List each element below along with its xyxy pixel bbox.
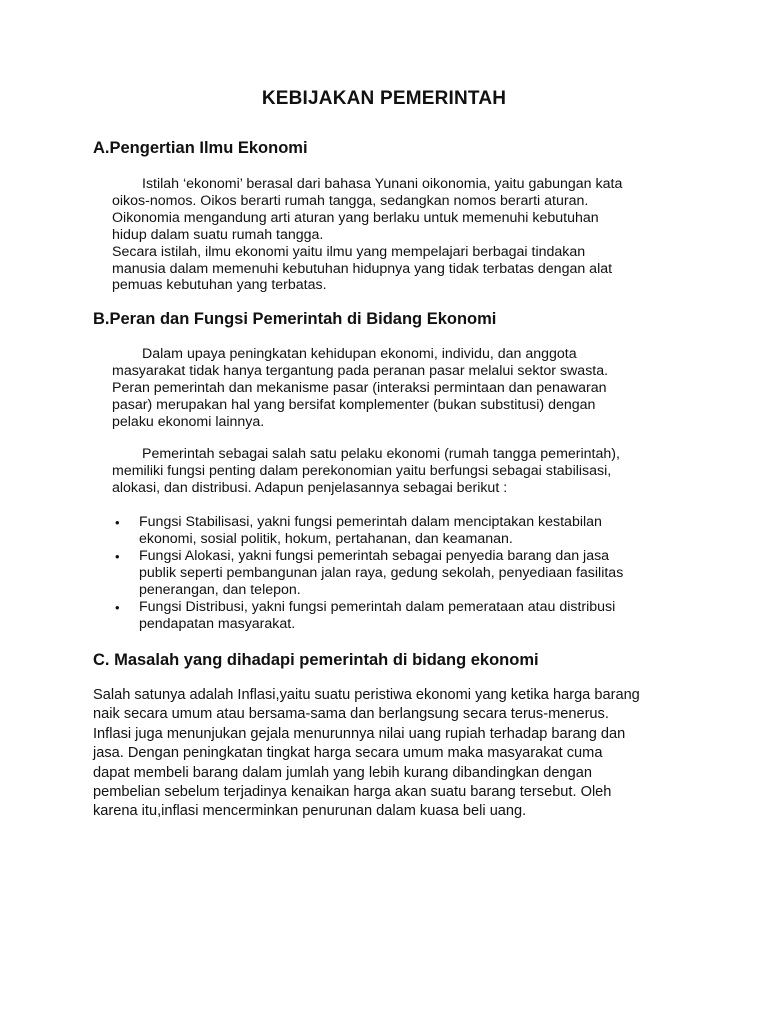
- paragraph-line: karena itu,inflasi mencerminkan penurunan dalam kuasa beli uang.: [93, 803, 527, 820]
- paragraph-line: dapat membeli barang dalam jumlah yang lebih kurang dibandingkan dengan: [93, 764, 592, 781]
- paragraph-line: memiliki fungsi penting dalam perekonomian yaitu berfungsi sebagai stabilisasi,: [112, 462, 612, 479]
- list-item-line: Fungsi Alokasi, yakni fungsi pemerintah sebagai penyedia barang dan jasa: [139, 548, 610, 564]
- paragraph-line: Inflasi juga menunjukan gejala menurunnya nilai uang rupiah terhadap barang dan: [93, 725, 626, 742]
- list-item-line: publik seperti pembangunan jalan raya, gedung sekolah, penyediaan fasilitas: [139, 565, 624, 581]
- paragraph-line: Dalam upaya peningkatan kehidupan ekonomi, individu, dan anggota: [142, 346, 577, 362]
- section-b-heading: B.Peran dan Fungsi Pemerintah di Bidang Ekonomi: [93, 310, 497, 328]
- list-item-line: Fungsi Stabilisasi, yakni fungsi pemerintah dalam menciptakan kestabilan: [139, 514, 602, 530]
- section-a-paragraph: [112, 176, 622, 294]
- paragraph-line: Oikonomia mengandung arti aturan yang berlaku untuk memenuhi kebutuhan: [112, 209, 599, 226]
- list-item: [112, 548, 623, 599]
- bullet-icon: •: [115, 600, 120, 615]
- section-b-paragraph-2: [112, 446, 620, 497]
- section-c-paragraph: [93, 686, 640, 822]
- paragraph-line: Peran pemerintah dan mekanisme pasar (interaksi permintaan dan penawaran: [112, 379, 607, 396]
- list-item-line: pendapatan masyarakat.: [139, 616, 296, 632]
- paragraph-line: oikos-nomos. Oikos berarti rumah tangga, sedangkan nomos berarti aturan.: [112, 192, 589, 209]
- document-title: KEBIJAKAN PEMERINTAH: [261, 88, 507, 109]
- list-item-line: penerangan, dan telepon.: [139, 582, 301, 598]
- paragraph-line: Pemerintah sebagai salah satu pelaku ekonomi (rumah tangga pemerintah),: [142, 446, 620, 462]
- paragraph-line: Salah satunya adalah Inflasi,yaitu suatu peristiwa ekonomi yang ketika harga barang: [93, 687, 640, 703]
- paragraph-line: naik secara umum atau bersama-sama dan berlangsung secara terus-menerus.: [93, 706, 609, 723]
- function-bullet-list: [112, 514, 623, 633]
- paragraph-line: masyarakat tidak hanya tergantung pada peranan pasar melalui sektor swasta.: [112, 362, 609, 379]
- list-item-line: ekonomi, sosial politik, hokum, pertahanan, dan keamanan.: [139, 531, 513, 547]
- paragraph-line: pembelian sebelum terjadinya kenaikan harga akan suatu barang tersebut. Oleh: [93, 784, 612, 801]
- bullet-icon: •: [115, 549, 120, 564]
- section-c-heading: C. Masalah yang dihadapi pemerintah di bidang ekonomi: [93, 651, 539, 669]
- paragraph-line: alokasi, dan distribusi. Adapun penjelasannya sebagai berikut :: [112, 479, 508, 496]
- bullet-icon: •: [115, 515, 120, 530]
- paragraph-line: Secara istilah, ilmu ekonomi yaitu ilmu yang mempelajari berbagai tindakan: [112, 243, 586, 260]
- paragraph-line: pemuas kebutuhan yang terbatas.: [112, 277, 327, 294]
- paragraph-line: jasa. Dengan peningkatan tingkat harga secara umum maka masyarakat cuma: [93, 745, 603, 762]
- paragraph-line: hidup dalam suatu rumah tangga.: [112, 226, 324, 243]
- section-a-heading: A.Pengertian Ilmu Ekonomi: [93, 139, 308, 157]
- list-item: [112, 514, 623, 548]
- paragraph-line: Istilah ‘ekonomi’ berasal dari bahasa Yunani oikonomia, yaitu gabungan kata: [142, 176, 623, 192]
- section-b-paragraph-1: [112, 346, 608, 431]
- paragraph-line: pasar) merupakan hal yang bersifat komplementer (bukan substitusi) dengan: [112, 396, 596, 413]
- list-item-line: Fungsi Distribusi, yakni fungsi pemerintah dalam pemerataan atau distribusi: [139, 599, 616, 615]
- paragraph-line: pelaku ekonomi lainnya.: [112, 413, 265, 430]
- list-item: [112, 599, 623, 633]
- paragraph-line: manusia dalam memenuhi kebutuhan hidupnya yang tidak terbatas dengan alat: [112, 260, 613, 277]
